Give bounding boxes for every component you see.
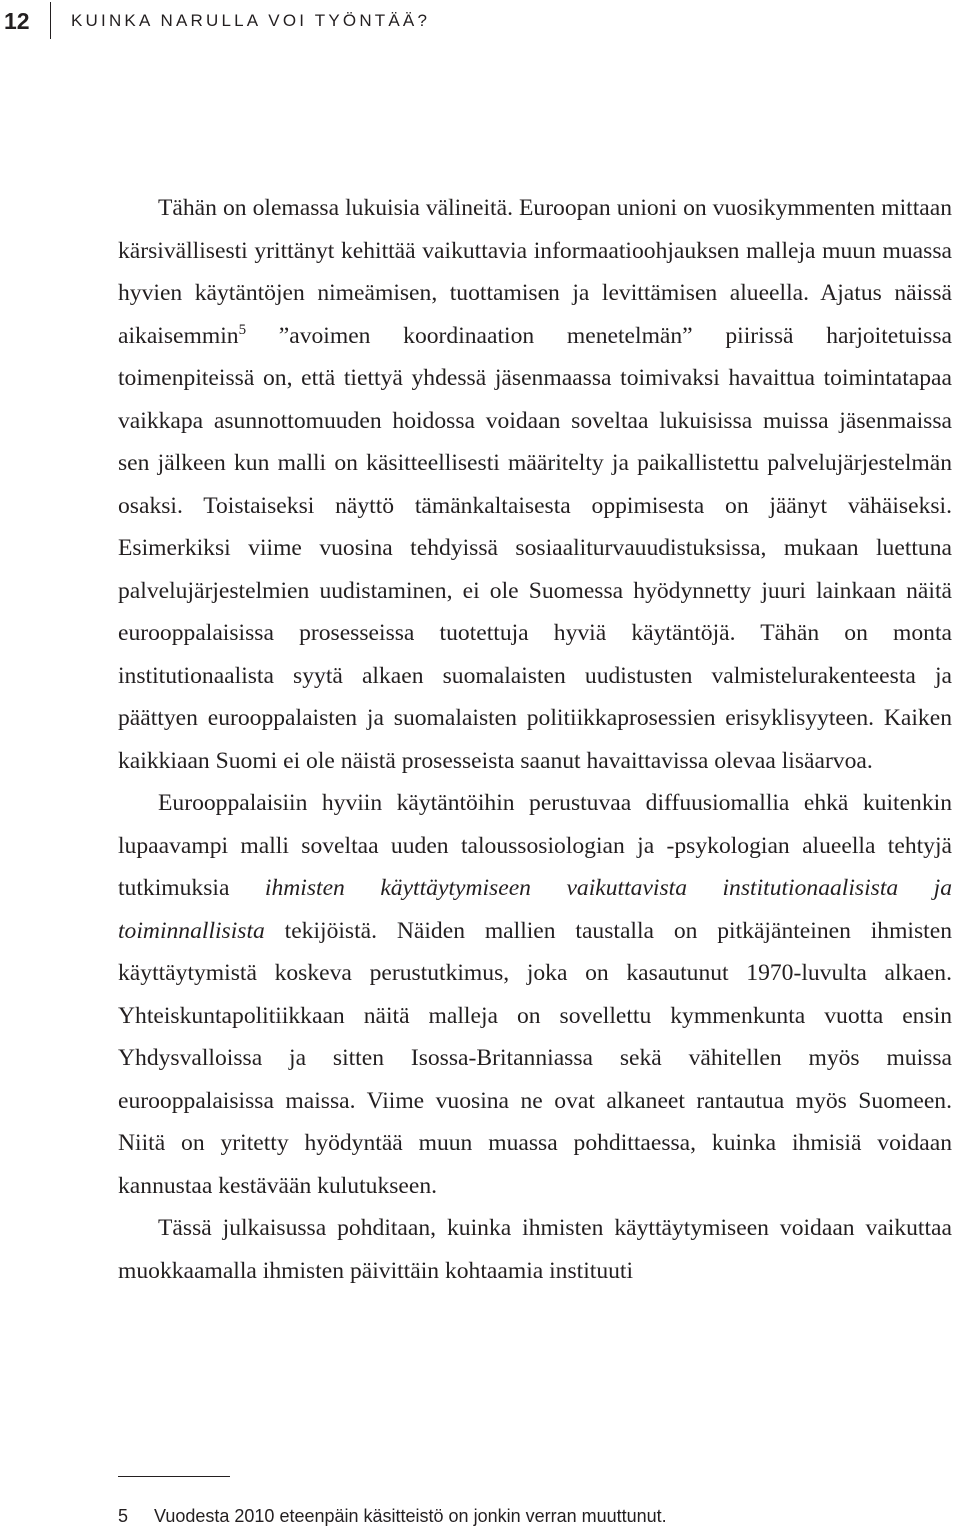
italic-phrase: ihmisten käyttäytymiseen vaikuttavista institutionaalisista ja toiminnallisista bbox=[118, 875, 952, 944]
paragraph-1 bbox=[118, 187, 952, 782]
paragraph-2-text-start: Eurooppalaisiin hyviin käytäntöihin perustuvaa diffuusiomallia ehkä kuitenkin lupaavampi malli soveltaa uuden taloussosiologian ja -psykologian alueella tehtyjä tutkimuksia bbox=[118, 790, 952, 901]
paragraph-2 bbox=[118, 782, 952, 1207]
running-head bbox=[0, 0, 960, 44]
footnote-reference: 5 bbox=[238, 321, 247, 338]
paragraph-1-text-start: Tähän on olemassa lukuisia välineitä. Euroopan unioni on vuosikymmenten mittaan kärsivällisesti yrittänyt kehittää vaikuttavia informaatioohjauksen malleja muun muassa hyvien käytäntöjen nimeämisen, tuottamisen ja levittämisen alueella. Ajatus näissä aikaisemmin bbox=[118, 195, 952, 349]
footnote-number: 5 bbox=[118, 1506, 129, 1526]
page-number: 12 bbox=[4, 8, 30, 34]
paragraph-1-text-end: ”avoimen koordinaation menetelmän” piirissä harjoitetuissa toimenpiteissä on, että tiettyä yhdessä jäsenmaassa toimivaksi havaittua toimintatapaa vaikkapa asunnottomuuden hoidossa voidaan soveltaa lukuisissa muissa jäsenmaissa sen jälkeen kun malli on käsitteellisesti määritelty ja paikallistettu palvelujärjestelmän osaksi. Toistaiseksi näyttö tämänkaltaisesta oppimisesta on jäänyt vähäiseksi. Esimerkiksi viime vuosina tehdyissä sosiaaliturvauudistuksissa, mukaan luettuna palvelujärjestelmien uudistaminen, ei ole Suomessa hyödynnetty juuri lainkaan näitä eurooppalaisissa prosesseissa tuotettuja hyviä käytäntöjä. Tähän on monta institutionaalista syytä alkaen suomalaisten uudistusten valmistelurakenteesta ja päättyen eurooppalaisten ja suomalaisten politiikkaprosessien erisyklisyyteen. Kaiken kaikkiaan Suomi ei ole näistä prosesseista saanut havaittavissa olevaa lisäarvoa. bbox=[118, 322, 952, 774]
footnote-divider bbox=[118, 1476, 230, 1477]
paragraph-2-text-end: tekijöistä. Näiden mallien taustalla on pitkäjänteinen ihmisten käyttäytymistä koskeva perustutkimus, joka on kasautunut 1970-luvulta alkaen. Yhteiskuntapolitiikkaan näitä malleja on sovellettu kymmenkunta vuotta ensin Yhdysvalloissa ja sitten Isossa-Britanniassa sekä vähitellen myös muissa eurooppalaisissa maissa. Viime vuosina ne ovat alkaneet rantautua myös Suomeen. Niitä on yritetty hyödyntää muun muassa pohdittaessa, kuinka ihmisiä voidaan kannustaa kestävään kulutukseen. bbox=[118, 917, 952, 1199]
running-title: KUINKA NARULLA VOI TYÖNTÄÄ? bbox=[71, 11, 431, 30]
footnote bbox=[118, 1504, 952, 1528]
header-divider bbox=[50, 2, 51, 39]
body-text bbox=[118, 187, 952, 1292]
paragraph-3: Tässä julkaisussa pohditaan, kuinka ihmisten käyttäytymiseen voidaan vaikuttaa muokkaamalla ihmisten päivittäin kohtaamia instituuti bbox=[118, 1215, 952, 1284]
footnote-text: Vuodesta 2010 eteenpäin käsitteistö on jonkin verran muuttunut. bbox=[154, 1506, 667, 1526]
